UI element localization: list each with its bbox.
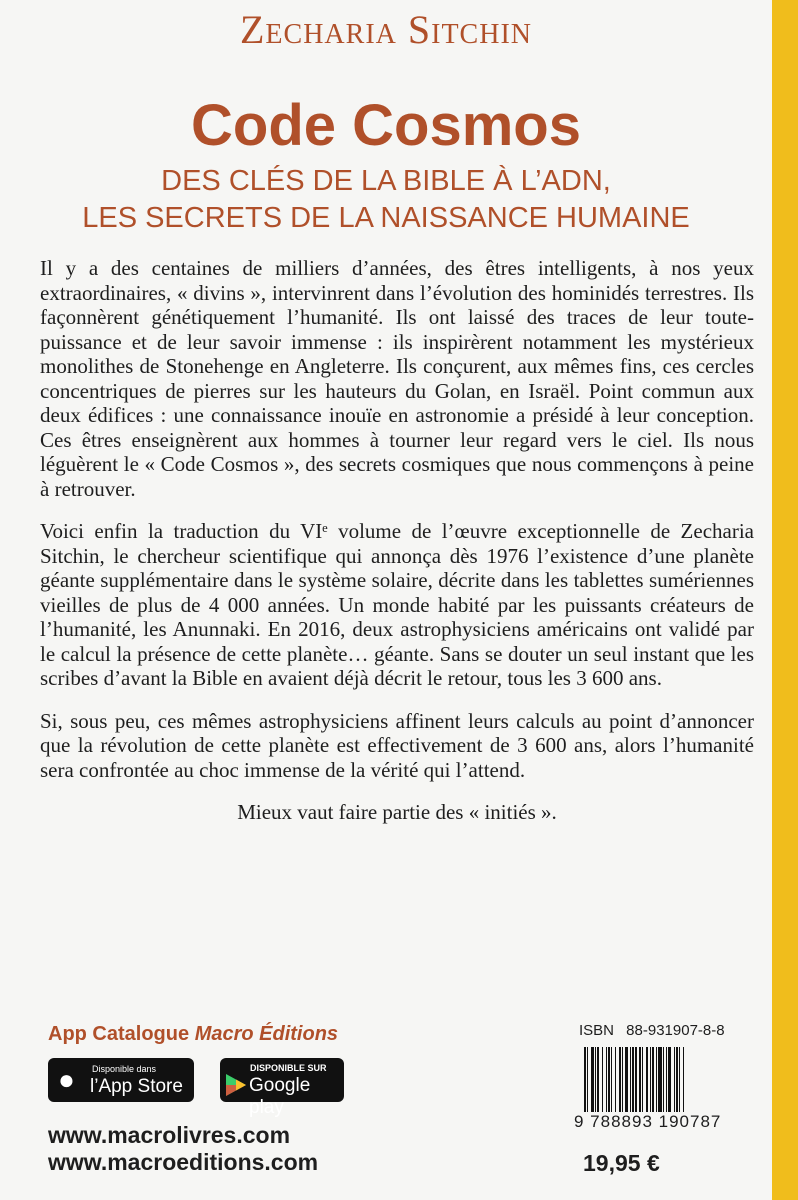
website-link-macroeditions[interactable]: www.macroeditions.com xyxy=(48,1149,319,1175)
book-title: Code Cosmos xyxy=(191,93,581,158)
blurb-paragraph: Voici enfin la traduction du VIᵉ volume de l’œuvre exceptionnelle de Zecharia Sitchin, le chercheur scientifique qui annonça dès 1976 l’existence d’une planète géante supplémentaire dans le système solaire, décrite dans les tablettes sumériennes vieilles de plus de 4 000 années. Un monde habité par les puissants créateurs de l’humanité, les Anunnaki. En 2016, deux astrophysiciens américains ont validé par le calcul la présence de cette planète… géante. Sans se douter un seul instant que les scribes d’avant la Bible en avaient déjà décrit le retour, tous les 3 600 ans. xyxy=(40,519,754,690)
subtitle-line-1: DES CLÉS DE LA BIBLE À L’ADN, xyxy=(161,165,611,197)
author-name: Zecharia Sitchin xyxy=(240,7,532,52)
google-play-large-text: Google play xyxy=(249,1075,311,1118)
app-store-large-text: l’App Store xyxy=(90,1076,183,1097)
yellow-spine-stripe xyxy=(772,0,798,1200)
barcode-number: 9 788893 190787 xyxy=(574,1112,722,1131)
blurb-text xyxy=(40,256,754,843)
blurb-closing: Mieux vaut faire partie des « initiés ». xyxy=(237,800,557,824)
isbn: ISBN 88-931907-8-8 xyxy=(579,1022,725,1039)
subtitle-line-2: LES SECRETS DE LA NAISSANCE HUMAINE xyxy=(82,202,690,234)
price: 19,95 € xyxy=(583,1150,660,1176)
apple-icon: ● xyxy=(58,1064,75,1095)
website-link-macrolivres[interactable]: www.macrolivres.com xyxy=(48,1122,291,1148)
google-play-badge[interactable] xyxy=(220,1058,344,1118)
app-store-badge[interactable] xyxy=(48,1058,194,1102)
book-subtitle xyxy=(0,163,772,237)
app-catalogue-label: App Catalogue xyxy=(48,1023,190,1045)
google-play-small-text: DISPONIBLE SUR xyxy=(250,1063,327,1073)
app-catalogue-heading xyxy=(48,1023,338,1046)
blurb-paragraph: Il y a des centaines de milliers d’années, des êtres intelligents, à nos yeux extraordinaires, « divins », intervinrent dans l’évolution des hominidés terrestres. Ils façonnèrent génétiquement l’humanité. Ils ont laissé des traces de leur toute-puissance et de leur savoir immense : ils inspirèrent notamment les mystérieux monolithes de Stonehenge en Angleterre. Ils conçurent, aux mêmes fins, ces cercles concentriques de pierres sur les hauteurs du Golan, en Israël. Point commun aux deux édifices : une connaissance inouïe en astronomie a présidé à leur conception. Ces êtres enseignèrent aux hommes à tourner leur regard vers le ciel. Ils nous léguèrent le « Code Cosmos », des secrets cosmiques que nous commençons à peine à retrouver. xyxy=(40,256,754,501)
blurb-paragraph: Si, sous peu, ces mêmes astrophysiciens affinent leurs calculs au point d’annoncer que la révolution de cette planète est effectivement de 3 600 ans, alors l’humanité sera confrontée au choc immense de la vérité qui l’attend. xyxy=(40,708,754,782)
app-store-small-text: Disponible dans xyxy=(92,1064,157,1074)
app-catalogue-brand: Macro Éditions xyxy=(194,1023,339,1045)
google-play-icon xyxy=(226,1074,246,1096)
